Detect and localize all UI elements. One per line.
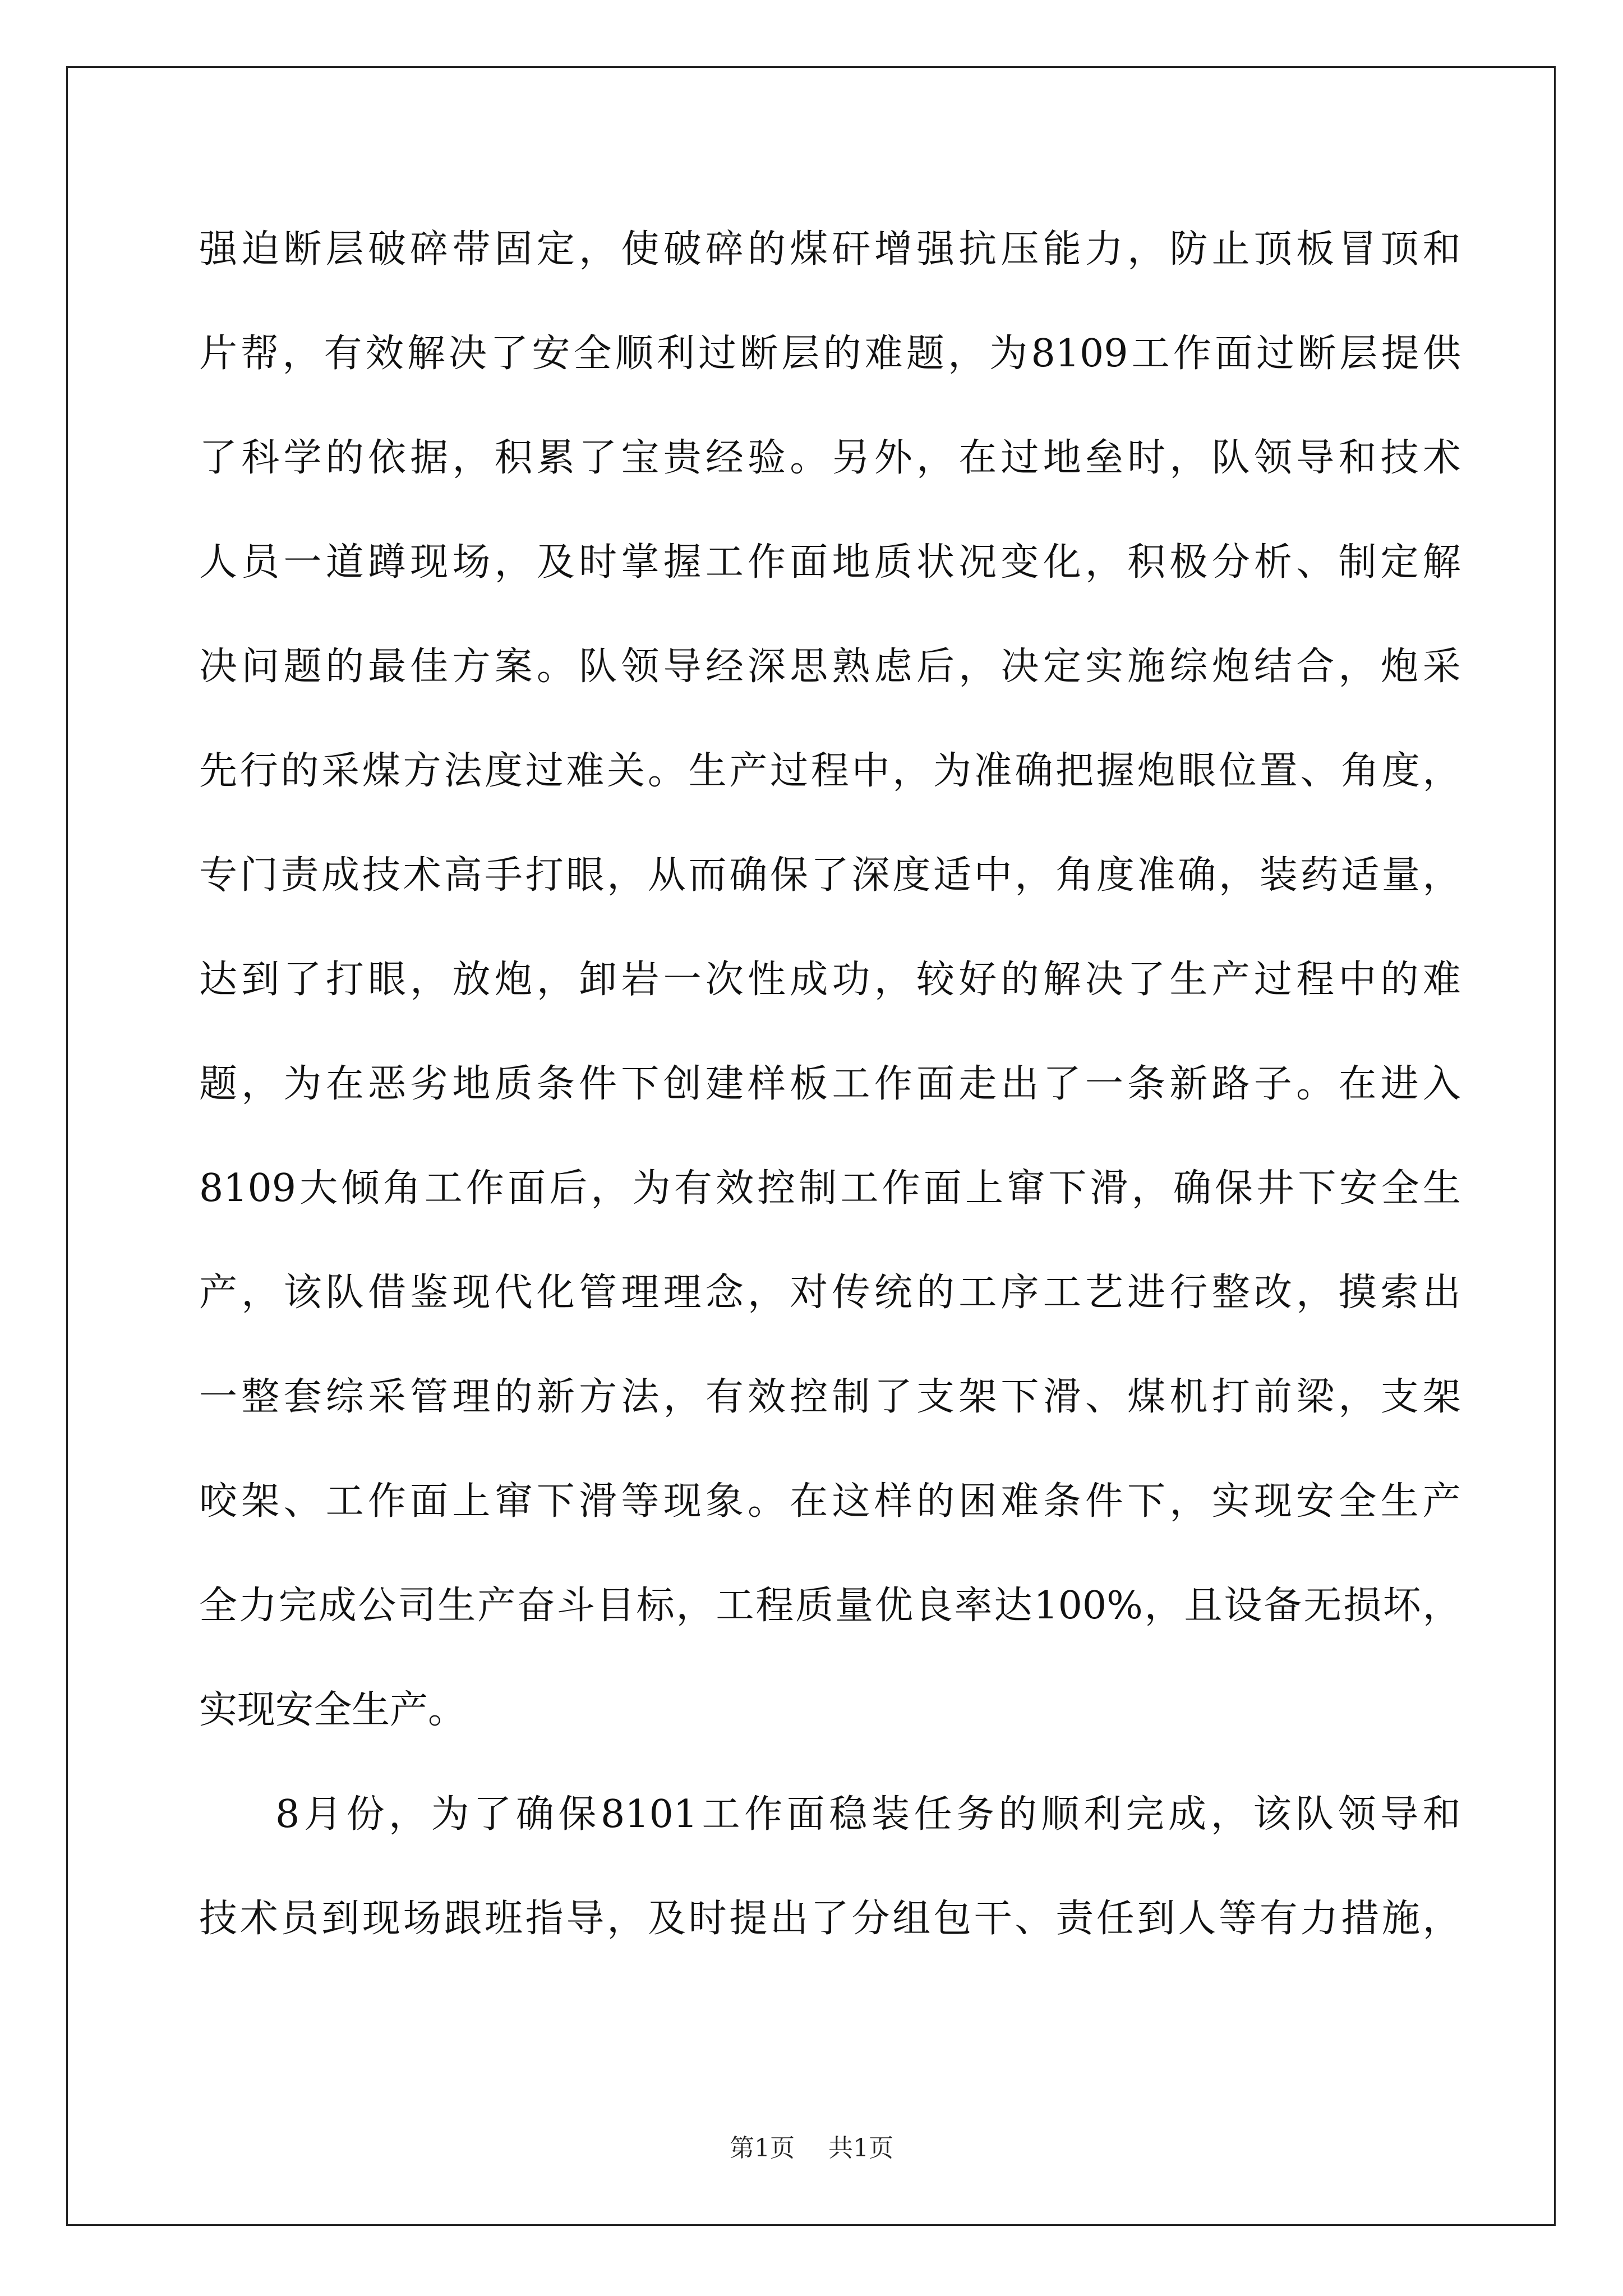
text-line: 了 科 学 的 依 据 ， 积 累 了 宝 贵 经 验 。 另 外 ， 在 过 地 垒 时 ， 队 领 导 和 技 术 [199,436,1461,480]
text-line: 强 迫 断 层 破 碎 带 固 定 ， 使 破 碎 的 煤 矸 增 强 抗 压 能 力 ， 防 止 顶 板 冒 顶 和 [199,227,1461,272]
text-line: 题 ， 为 在 恶 劣 地 质 条 件 下 创 建 样 板 工 作 面 走 出 了 一 条 新 路 子 。 在 进 入 [199,1062,1461,1106]
text-line: 先 行 的 采 煤 方 法 度 过 难 关 。 生 产 过 程 中 ， 为 准 确 把 握 炮 眼 位 置 、 角 度 ， [199,749,1461,793]
page-total: 共1页 [828,2134,893,2162]
text-line: 实现安全生产。 [199,1688,467,1732]
text-line: 片 帮 ， 有 效 解 决 了 安 全 顺 利 过 断 层 的 难 题 ， 为 8109 工 作 面 过 断 层 提 供 [199,332,1461,376]
text-line: 8109 大 倾 角 工 作 面 后 ， 为 有 效 控 制 工 作 面 上 窜 下 滑 ， 确 保 井 下 安 全 生 [199,1166,1461,1211]
text-line: 产 ， 该 队 借 鉴 现 代 化 管 理 理 念 ， 对 传 统 的 工 序 工 艺 进 行 整 改 ， 摸 索 出 [199,1271,1461,1315]
text-line: 一 整 套 综 采 管 理 的 新 方 法 ， 有 效 控 制 了 支 架 下 滑 、 煤 机 打 前 梁 ， 支 架 [199,1375,1461,1419]
text-line: 达 到 了 打 眼 ， 放 炮 ， 卸 岩 一 次 性 成 功 ， 较 好 的 解 决 了 生 产 过 程 中 的 难 [199,958,1461,1002]
text-line: 专 门 责 成 技 术 高 手 打 眼 ， 从 而 确 保 了 深 度 适 中 ， 角 度 准 确 ， 装 药 适 量 ， [199,853,1461,898]
text-line: 咬 架 、 工 作 面 上 窜 下 滑 等 现 象 。 在 这 样 的 困 难 条 件 下 ， 实 现 安 全 生 产 [199,1479,1461,1524]
text-line: 技 术 员 到 现 场 跟 班 指 导 ， 及 时 提 出 了 分 组 包 干 、 责 任 到 人 等 有 力 措 施 ， [199,1897,1461,1941]
paragraph-first-line: 8 月 份 ， 为 了 确 保 8101 工 作 面 稳 装 任 务 的 顺 利 完 成 ， 该 队 领 导 和 [275,1792,1461,1837]
text-line: 全 力 完 成 公 司 生 产 奋 斗 目 标 ， 工 程 质 量 优 良 率 达 100% ， 且 设 备 无 损 坏 ， [199,1584,1461,1628]
page-footer [0,2132,1623,2165]
text-line: 决 问 题 的 最 佳 方 案 。 队 领 导 经 深 思 熟 虑 后 ， 决 定 实 施 综 炮 结 合 ， 炮 采 [199,645,1461,689]
body-text [199,216,1461,1990]
text-line: 人 员 一 道 蹲 现 场 ， 及 时 掌 握 工 作 面 地 质 状 况 变 化 ， 积 极 分 析 、 制 定 解 [199,540,1461,585]
page-number: 第1页 [730,2134,795,2162]
